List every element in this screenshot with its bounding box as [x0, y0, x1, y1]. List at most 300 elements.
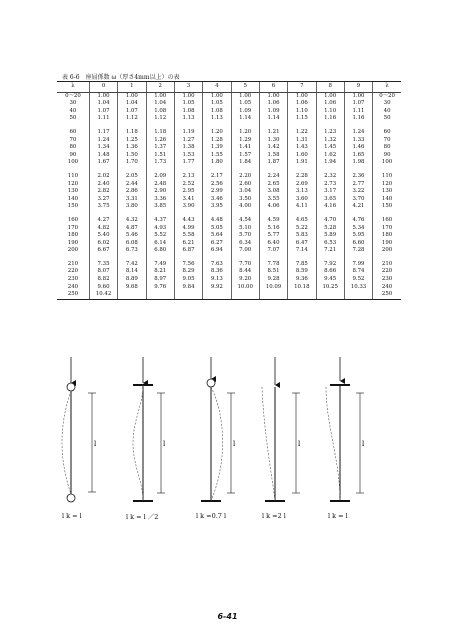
table-cell: 10.18 — [288, 284, 316, 292]
table-cell: 1.37 — [146, 144, 174, 152]
table-cell: 1.67 — [89, 159, 117, 167]
table-cell: 70 — [373, 137, 401, 145]
table-cell: 7.99 — [344, 261, 372, 269]
column-header: 7 — [288, 82, 316, 93]
table-cell: 1.94 — [316, 159, 344, 167]
table-cell: 1.45 — [316, 144, 344, 152]
table-cell: 1.17 — [89, 129, 117, 137]
table-row — [57, 188, 401, 196]
table-cell: 9.68 — [118, 284, 146, 292]
table-cell: 1.04 — [89, 100, 117, 108]
table-cell: 2.52 — [174, 181, 202, 189]
table-cell: 9.45 — [316, 276, 344, 284]
table-caption: 表 6-6 座屈係数 ω（厚さ4mm以上）の表 — [62, 74, 180, 81]
table-cell: 1.39 — [203, 144, 231, 152]
table-cell: 1.12 — [146, 115, 174, 123]
table-cell: 0～20 — [65, 92, 81, 99]
table-cell: 1.53 — [174, 152, 202, 160]
table-cell: 230 — [373, 276, 401, 284]
table-cell: 1.23 — [316, 129, 344, 137]
table-cell: 7.78 — [259, 261, 287, 269]
table-cell: 50 — [373, 115, 401, 123]
table-cell: 210 — [373, 261, 401, 269]
table-cell: 3.50 — [231, 196, 259, 204]
table-cell: 6.60 — [344, 240, 372, 248]
table-cell: 1.11 — [344, 108, 372, 116]
figure-pinned-pinned — [62, 357, 96, 502]
table-row — [57, 268, 401, 276]
figure-fixed-free — [262, 357, 300, 501]
table-cell: 9.60 — [89, 284, 117, 292]
table-cell: 1.11 — [89, 115, 117, 123]
table-cell: 2.44 — [118, 181, 146, 189]
pin-bottom-icon — [67, 494, 75, 502]
table-row — [57, 203, 401, 211]
table-cell: 8.51 — [259, 268, 287, 276]
table-cell: 1.08 — [146, 108, 174, 116]
table-cell: 9.52 — [344, 276, 372, 284]
table-cell: 1.06 — [316, 100, 344, 108]
table-cell: 80 — [373, 144, 401, 152]
table-cell: 1.06 — [259, 100, 287, 108]
table-header-row — [57, 82, 401, 93]
table-row — [57, 129, 401, 137]
table-cell: 2.13 — [174, 173, 202, 181]
table-cell — [344, 291, 372, 299]
table-row — [57, 181, 401, 189]
table-cell: 10.00 — [231, 284, 259, 292]
table-row — [57, 144, 401, 152]
table-cell: 170 — [67, 224, 79, 231]
table-cell: 2.82 — [89, 188, 117, 196]
table-cell: 6.67 — [89, 247, 117, 255]
table-cell: 200 — [67, 247, 79, 254]
table-cell: 7.56 — [174, 261, 202, 269]
table-cell: 1.00 — [203, 92, 231, 100]
table-cell: 1.10 — [288, 108, 316, 116]
table-cell: 3.08 — [259, 188, 287, 196]
table-cell: 9.20 — [231, 276, 259, 284]
page-number: 6-41 — [217, 612, 238, 621]
table-cell: 5.77 — [259, 232, 287, 240]
table-cell: 70 — [69, 136, 77, 143]
table-cell: 3.75 — [89, 203, 117, 211]
length-label-2: l — [163, 440, 166, 448]
table-cell: 5.52 — [146, 232, 174, 240]
table-cell: 3.60 — [288, 196, 316, 204]
table-cell: 5.58 — [174, 232, 202, 240]
length-label-3: l — [233, 440, 236, 448]
table-cell: 8.59 — [288, 268, 316, 276]
table-cell: 220 — [67, 268, 79, 275]
table-cell: 1.48 — [89, 152, 117, 160]
table-cell: 2.73 — [316, 181, 344, 189]
table-cell: 40 — [69, 107, 77, 114]
table-cell: 4.54 — [231, 217, 259, 225]
table-cell: 7.85 — [288, 261, 316, 269]
table-cell: 150 — [373, 203, 401, 211]
table-cell: 240 — [67, 283, 79, 290]
column-header: 5 — [231, 82, 259, 93]
column-header: 6 — [259, 82, 287, 93]
length-label-1: l — [94, 440, 97, 448]
table-cell: 1.15 — [288, 115, 316, 123]
table-cell: 6.87 — [174, 247, 202, 255]
table-cell: 1.07 — [89, 108, 117, 116]
table-cell: 1.87 — [259, 159, 287, 167]
table-cell: 2.24 — [259, 173, 287, 181]
table-cell: 8.07 — [89, 268, 117, 276]
table-cell: 6.21 — [174, 240, 202, 248]
table-cell — [288, 291, 316, 299]
table-row — [57, 217, 401, 225]
table-cell: 1.43 — [288, 144, 316, 152]
table-cell: 6.80 — [146, 247, 174, 255]
table-cell: 4.32 — [118, 217, 146, 225]
table-cell: 2.17 — [203, 173, 231, 181]
table-cell: 230 — [67, 276, 79, 283]
table-row — [57, 115, 401, 123]
table-row — [57, 261, 401, 269]
table-cell: 3.31 — [118, 196, 146, 204]
table-cell: 1.29 — [231, 137, 259, 145]
column-header: 1 — [118, 82, 146, 93]
table-cell: 5.46 — [118, 232, 146, 240]
table-cell: 9.36 — [288, 276, 316, 284]
table-cell: 6.40 — [259, 240, 287, 248]
table-cell: 10.42 — [89, 291, 117, 299]
table-cell: 60 — [373, 129, 401, 137]
table-cell: 1.00 — [146, 92, 174, 100]
table-cell: 6.73 — [118, 247, 146, 255]
column-header: 3 — [174, 82, 202, 93]
buckling-coefficient-table — [57, 81, 401, 300]
table-cell — [203, 291, 231, 299]
table-cell: 9.05 — [174, 276, 202, 284]
table-cell: 250 — [373, 291, 401, 299]
table-cell: 2.20 — [231, 173, 259, 181]
table-cell — [231, 291, 259, 299]
table-cell: 130 — [67, 188, 79, 195]
table-cell: 8.97 — [146, 276, 174, 284]
table-cell: 110 — [67, 172, 79, 179]
table-cell: 2.48 — [146, 181, 174, 189]
table-cell: 4.27 — [89, 217, 117, 225]
table-cell: 2.09 — [146, 173, 174, 181]
figure-label-3: l k =0.7 l — [196, 512, 227, 520]
table-cell: 2.69 — [288, 181, 316, 189]
table-row — [57, 291, 401, 299]
table-cell: 1.36 — [118, 144, 146, 152]
table-cell: 5.28 — [316, 225, 344, 233]
table-cell: 240 — [373, 284, 401, 292]
table-cell: 7.70 — [231, 261, 259, 269]
table-row — [57, 196, 401, 204]
table-cell: 1.46 — [344, 144, 372, 152]
table-cell: 7.35 — [89, 261, 117, 269]
table-cell: 1.57 — [231, 152, 259, 160]
table-cell: 1.14 — [259, 115, 287, 123]
table-cell: 8.89 — [118, 276, 146, 284]
table-cell: 7.28 — [344, 247, 372, 255]
table-cell: 2.77 — [344, 181, 372, 189]
column-header: 4 — [203, 82, 231, 93]
table-cell: 1.00 — [118, 92, 146, 100]
table-cell: 2.95 — [174, 188, 202, 196]
table-cell: 150 — [67, 203, 79, 210]
table-cell: 6.02 — [89, 240, 117, 248]
table-cell: 250 — [57, 291, 89, 299]
table-cell: 1.84 — [231, 159, 259, 167]
table-row — [57, 247, 401, 255]
table-cell: 1.00 — [231, 92, 259, 100]
table-cell: 4.00 — [231, 203, 259, 211]
table-cell: 4.21 — [344, 203, 372, 211]
table-row — [57, 240, 401, 248]
table-cell: 1.20 — [231, 129, 259, 137]
table-cell: 1.91 — [288, 159, 316, 167]
table-cell: 1.09 — [231, 108, 259, 116]
figure-label-4: l k =2 l — [262, 512, 286, 520]
figure-pinned-fixed — [201, 357, 235, 501]
table-cell — [174, 291, 202, 299]
table-cell: 5.10 — [231, 225, 259, 233]
table-cell: 1.05 — [231, 100, 259, 108]
column-header: 9 — [344, 82, 372, 93]
column-header: 2 — [146, 82, 174, 93]
table-cell: 2.40 — [89, 181, 117, 189]
table-cell: 1.30 — [259, 137, 287, 145]
table-cell: 130 — [373, 188, 401, 196]
table-cell: 1.31 — [288, 137, 316, 145]
table-row — [57, 100, 401, 108]
table-cell: 1.13 — [174, 115, 202, 123]
table-cell: 4.11 — [288, 203, 316, 211]
buckling-figures — [0, 345, 455, 535]
table-cell: 1.70 — [118, 159, 146, 167]
table-cell: 180 — [373, 232, 401, 240]
table-cell: 9.92 — [203, 284, 231, 292]
table-cell: 1.33 — [344, 137, 372, 145]
table-cell: 3.27 — [89, 196, 117, 204]
table-cell: 4.93 — [146, 225, 174, 233]
table-cell: 1.06 — [288, 100, 316, 108]
table-cell: 7.42 — [118, 261, 146, 269]
table-cell: 6.08 — [118, 240, 146, 248]
table-cell: 9.13 — [203, 276, 231, 284]
table-cell: 9.84 — [174, 284, 202, 292]
table-cell: 6.47 — [288, 240, 316, 248]
table-cell: 4.99 — [174, 225, 202, 233]
table-cell: 7.63 — [203, 261, 231, 269]
table-cell: 1.21 — [259, 129, 287, 137]
table-cell: 1.08 — [174, 108, 202, 116]
table-cell: 6.53 — [316, 240, 344, 248]
table-cell: 1.07 — [344, 100, 372, 108]
table-cell: 110 — [373, 173, 401, 181]
table-cell: 10.25 — [316, 284, 344, 292]
table-cell: 4.43 — [174, 217, 202, 225]
pin-top-icon — [67, 383, 75, 391]
table-cell: 8.66 — [316, 268, 344, 276]
table-cell: 4.48 — [203, 217, 231, 225]
column-header: 0 — [89, 82, 117, 93]
table-cell — [146, 291, 174, 299]
table-cell: 1.34 — [89, 144, 117, 152]
table-cell: 1.26 — [146, 137, 174, 145]
table-cell: 30 — [69, 100, 77, 107]
table-cell: 1.18 — [146, 129, 174, 137]
table-cell: 1.04 — [118, 100, 146, 108]
table-cell: 9.76 — [146, 284, 174, 292]
table-cell: 50 — [69, 115, 77, 122]
table-cell: 1.14 — [231, 115, 259, 123]
table-cell: 1.28 — [203, 137, 231, 145]
table-cell: 2.65 — [259, 181, 287, 189]
table-row — [57, 173, 401, 181]
table-cell: 2.32 — [316, 173, 344, 181]
table-cell: 1.98 — [344, 159, 372, 167]
table-cell: 4.65 — [288, 217, 316, 225]
table-cell — [316, 291, 344, 299]
table-cell: 100 — [373, 159, 401, 167]
table-cell: 1.24 — [89, 137, 117, 145]
table-cell: 4.76 — [344, 217, 372, 225]
table-cell: 1.24 — [344, 129, 372, 137]
table-cell: 7.07 — [259, 247, 287, 255]
table-cell: 1.55 — [203, 152, 231, 160]
table-cell: 6.34 — [231, 240, 259, 248]
pin-top-icon — [207, 379, 215, 387]
table-cell: 2.60 — [231, 181, 259, 189]
table-cell: 1.00 — [89, 92, 117, 100]
table-cell: 10.33 — [344, 284, 372, 292]
table-cell: 5.05 — [203, 225, 231, 233]
table-cell: 7.49 — [146, 261, 174, 269]
table-cell: 5.95 — [344, 232, 372, 240]
table-cell: 170 — [373, 225, 401, 233]
table-cell: 1.05 — [174, 100, 202, 108]
table-cell: 3.17 — [316, 188, 344, 196]
table-row — [57, 225, 401, 233]
table-cell: 1.10 — [316, 108, 344, 116]
table-cell: 80 — [69, 144, 77, 151]
table-cell: 4.70 — [316, 217, 344, 225]
table-cell: 4.59 — [259, 217, 287, 225]
table-cell: 3.04 — [231, 188, 259, 196]
table-cell: 1.12 — [118, 115, 146, 123]
table-row — [57, 152, 401, 160]
table-cell: 120 — [373, 181, 401, 189]
table-cell: 7.21 — [316, 247, 344, 255]
table-cell: 180 — [67, 232, 79, 239]
table-cell: 3.65 — [316, 196, 344, 204]
table-cell: 10.09 — [259, 284, 287, 292]
table-row — [57, 232, 401, 240]
table-cell: 3.80 — [118, 203, 146, 211]
table-cell: 60 — [69, 128, 77, 135]
column-header: λ — [373, 82, 401, 93]
length-label-5: l — [362, 440, 365, 448]
table-cell: 3.22 — [344, 188, 372, 196]
column-header: λ — [57, 82, 89, 93]
table-cell: 5.83 — [288, 232, 316, 240]
table-cell: 6.14 — [146, 240, 174, 248]
table-cell: 160 — [67, 216, 79, 223]
table-cell: 1.00 — [288, 92, 316, 100]
table-cell: 9.28 — [259, 276, 287, 284]
table-cell: 3.46 — [203, 196, 231, 204]
table-cell: 5.64 — [203, 232, 231, 240]
table-cell: 1.16 — [344, 115, 372, 123]
table-row — [57, 284, 401, 292]
table-cell: 1.32 — [316, 137, 344, 145]
table-row — [57, 92, 401, 100]
table-row — [57, 159, 401, 167]
table-cell: 1.00 — [259, 92, 287, 100]
table-cell: 1.16 — [316, 115, 344, 123]
table-cell: 6.94 — [203, 247, 231, 255]
table-cell: 2.36 — [344, 173, 372, 181]
figure-fixed-sway — [326, 357, 364, 501]
table-cell: 4.16 — [316, 203, 344, 211]
table-cell: 1.77 — [174, 159, 202, 167]
table-cell: 1.58 — [259, 152, 287, 160]
table-cell: 1.65 — [344, 152, 372, 160]
column-header: 8 — [316, 82, 344, 93]
table-cell: 120 — [67, 180, 79, 187]
table-cell: 6.27 — [203, 240, 231, 248]
table-cell: 3.90 — [174, 203, 202, 211]
table-cell: 90 — [69, 151, 77, 158]
table-cell: 4.82 — [89, 225, 117, 233]
figure-label-2: l k = l ／2 — [126, 513, 159, 521]
table-cell: 5.89 — [316, 232, 344, 240]
table-cell: 200 — [373, 247, 401, 255]
table-cell: 3.55 — [259, 196, 287, 204]
table-cell: 2.02 — [89, 173, 117, 181]
table-cell: 1.18 — [118, 129, 146, 137]
table-cell: 2.05 — [118, 173, 146, 181]
table-cell: 4.06 — [259, 203, 287, 211]
table-cell: 1.62 — [316, 152, 344, 160]
table-cell: 8.14 — [118, 268, 146, 276]
table-cell: 1.20 — [203, 129, 231, 137]
length-label-4: l — [298, 440, 301, 448]
table-cell: 1.50 — [118, 152, 146, 160]
table-cell: 1.09 — [259, 108, 287, 116]
table-cell: 3.95 — [203, 203, 231, 211]
table-row — [57, 108, 401, 116]
table-cell: 8.44 — [231, 268, 259, 276]
table-cell: 3.70 — [344, 196, 372, 204]
table-cell: 1.05 — [203, 100, 231, 108]
table-cell: 2.90 — [146, 188, 174, 196]
table-cell: 7.92 — [316, 261, 344, 269]
table-cell: 2.99 — [203, 188, 231, 196]
table-cell: 2.86 — [118, 188, 146, 196]
table-cell: 8.82 — [89, 276, 117, 284]
figure-fixed-fixed — [133, 357, 165, 501]
table-cell: 4.37 — [146, 217, 174, 225]
table-cell: 1.25 — [118, 137, 146, 145]
table-cell: 3.13 — [288, 188, 316, 196]
table-cell: 1.22 — [288, 129, 316, 137]
table-cell: 3.36 — [146, 196, 174, 204]
figure-label-1: l k = l — [62, 512, 82, 520]
table-cell — [259, 291, 287, 299]
table-cell: 8.36 — [203, 268, 231, 276]
